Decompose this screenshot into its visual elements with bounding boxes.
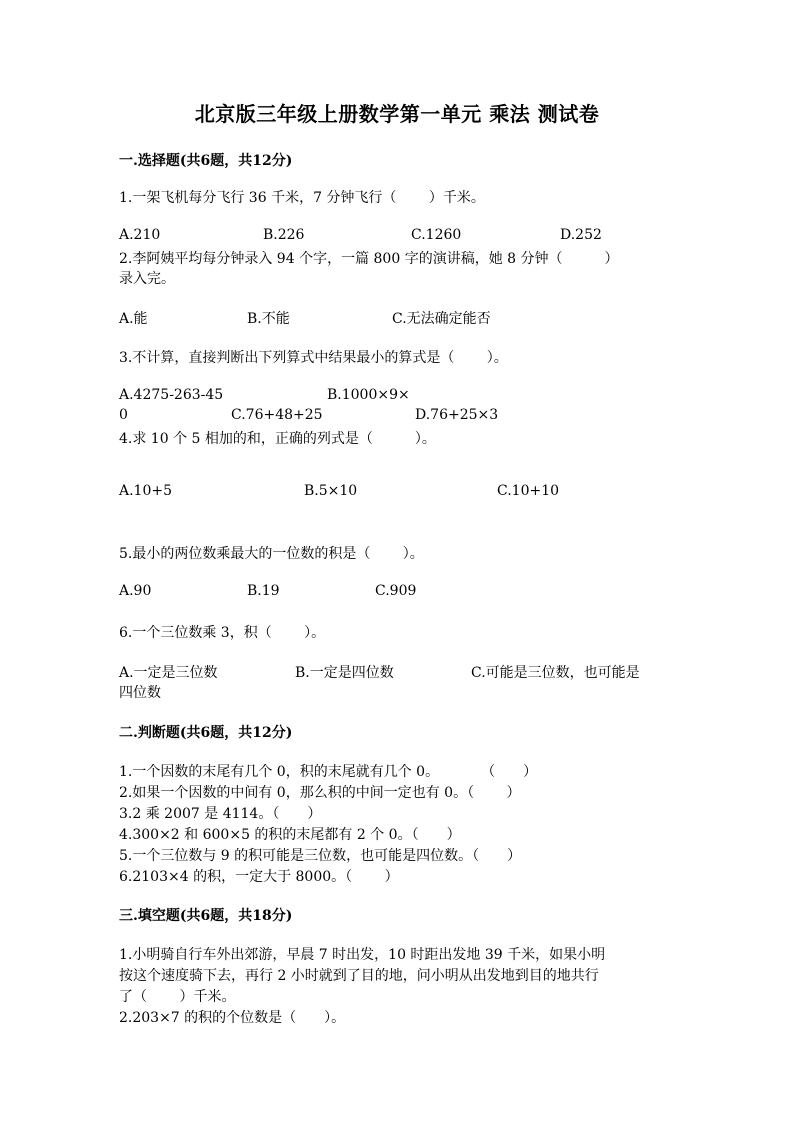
section-heading-fill: 三.填空题(共6题，共18分) xyxy=(119,908,293,924)
option-a: A.90 xyxy=(119,583,152,599)
option-b-continued: 0 xyxy=(119,407,128,423)
option-a: A.能 xyxy=(119,311,148,327)
option-b: B.1000×9× xyxy=(327,387,410,403)
option-b: B.一定是四位数 xyxy=(295,665,394,681)
option-d: D.76+25×3 xyxy=(415,407,499,423)
page-title: 北京版三年级上册数学第一单元 乘法 测试卷 xyxy=(194,102,600,126)
section-heading-judge: 二.判断题(共6题，共12分) xyxy=(119,725,293,741)
option-c: C.1260 xyxy=(411,227,462,243)
fill-question-line: 按这个速度骑下去，再行 2 小时就到了目的地，问小明从出发地到目的地共行 xyxy=(119,968,599,984)
question-text: 2.李阿姨平均每分钟录入 94 个字，一篇 800 字的演讲稿，她 8 分钟（ ） xyxy=(119,251,619,267)
option-b: B.5×10 xyxy=(304,483,358,499)
option-c: C.无法确定能否 xyxy=(392,311,491,327)
option-b: B.226 xyxy=(263,227,305,243)
option-c: C.909 xyxy=(375,583,417,599)
option-b: B.不能 xyxy=(247,311,290,327)
option-c: C.10+10 xyxy=(497,483,560,499)
option-a: A.一定是三位数 xyxy=(119,665,218,681)
fill-question-line: 了（ ）千米。 xyxy=(119,989,236,1005)
judge-item: 5.一个三位数与 9 的积可能是三位数，也可能是四位数。（ ） xyxy=(119,848,522,864)
question-text-continued: 录入完。 xyxy=(119,271,175,287)
question-text: 3.不计算，直接判断出下列算式中结果最小的算式是（ ）。 xyxy=(119,350,508,366)
option-a: A.10+5 xyxy=(119,483,173,499)
judge-item: 1.一个因数的末尾有几个 0，积的末尾就有几个 0。 （ ） xyxy=(119,764,538,780)
judge-item: 3.2 乘 2007 是 4114。（ ） xyxy=(119,806,322,822)
option-a: A.210 xyxy=(119,227,161,243)
option-d: D.252 xyxy=(560,227,602,243)
section-heading-choice: 一.选择题(共6题，共12分) xyxy=(119,153,293,169)
judge-item: 6.2103×4 的积，一定大于 8000。（ ） xyxy=(119,869,399,885)
option-a: A.4275-263-45 xyxy=(119,387,224,403)
judge-item: 2.如果一个因数的中间有 0，那么积的中间一定也有 0。（ ） xyxy=(119,785,521,801)
question-text: 5.最小的两位数乘最大的一位数的积是（ ）。 xyxy=(119,546,424,562)
question-text: 6.一个三位数乘 3，积（ ）。 xyxy=(119,625,326,641)
option-c: C.可能是三位数，也可能是 xyxy=(471,665,640,681)
option-b: B.19 xyxy=(247,583,280,599)
question-text: 1.一架飞机每分飞行 36 千米，7 分钟飞行（ ）千米。 xyxy=(119,190,485,206)
option-c-continued: 四位数 xyxy=(119,685,161,701)
fill-question-line: 2.203×7 的积的个位数是（ ）。 xyxy=(119,1010,346,1026)
option-c: C.76+48+25 xyxy=(231,407,323,423)
judge-item: 4.300×2 和 600×5 的积的末尾都有 2 个 0。（ ） xyxy=(119,827,461,843)
fill-question-line: 1.小明骑自行车外出郊游，早晨 7 时出发，10 时距出发地 39 千米，如果小明 xyxy=(119,947,606,963)
question-text: 4.求 10 个 5 相加的和，正确的列式是（ ）。 xyxy=(119,431,436,447)
